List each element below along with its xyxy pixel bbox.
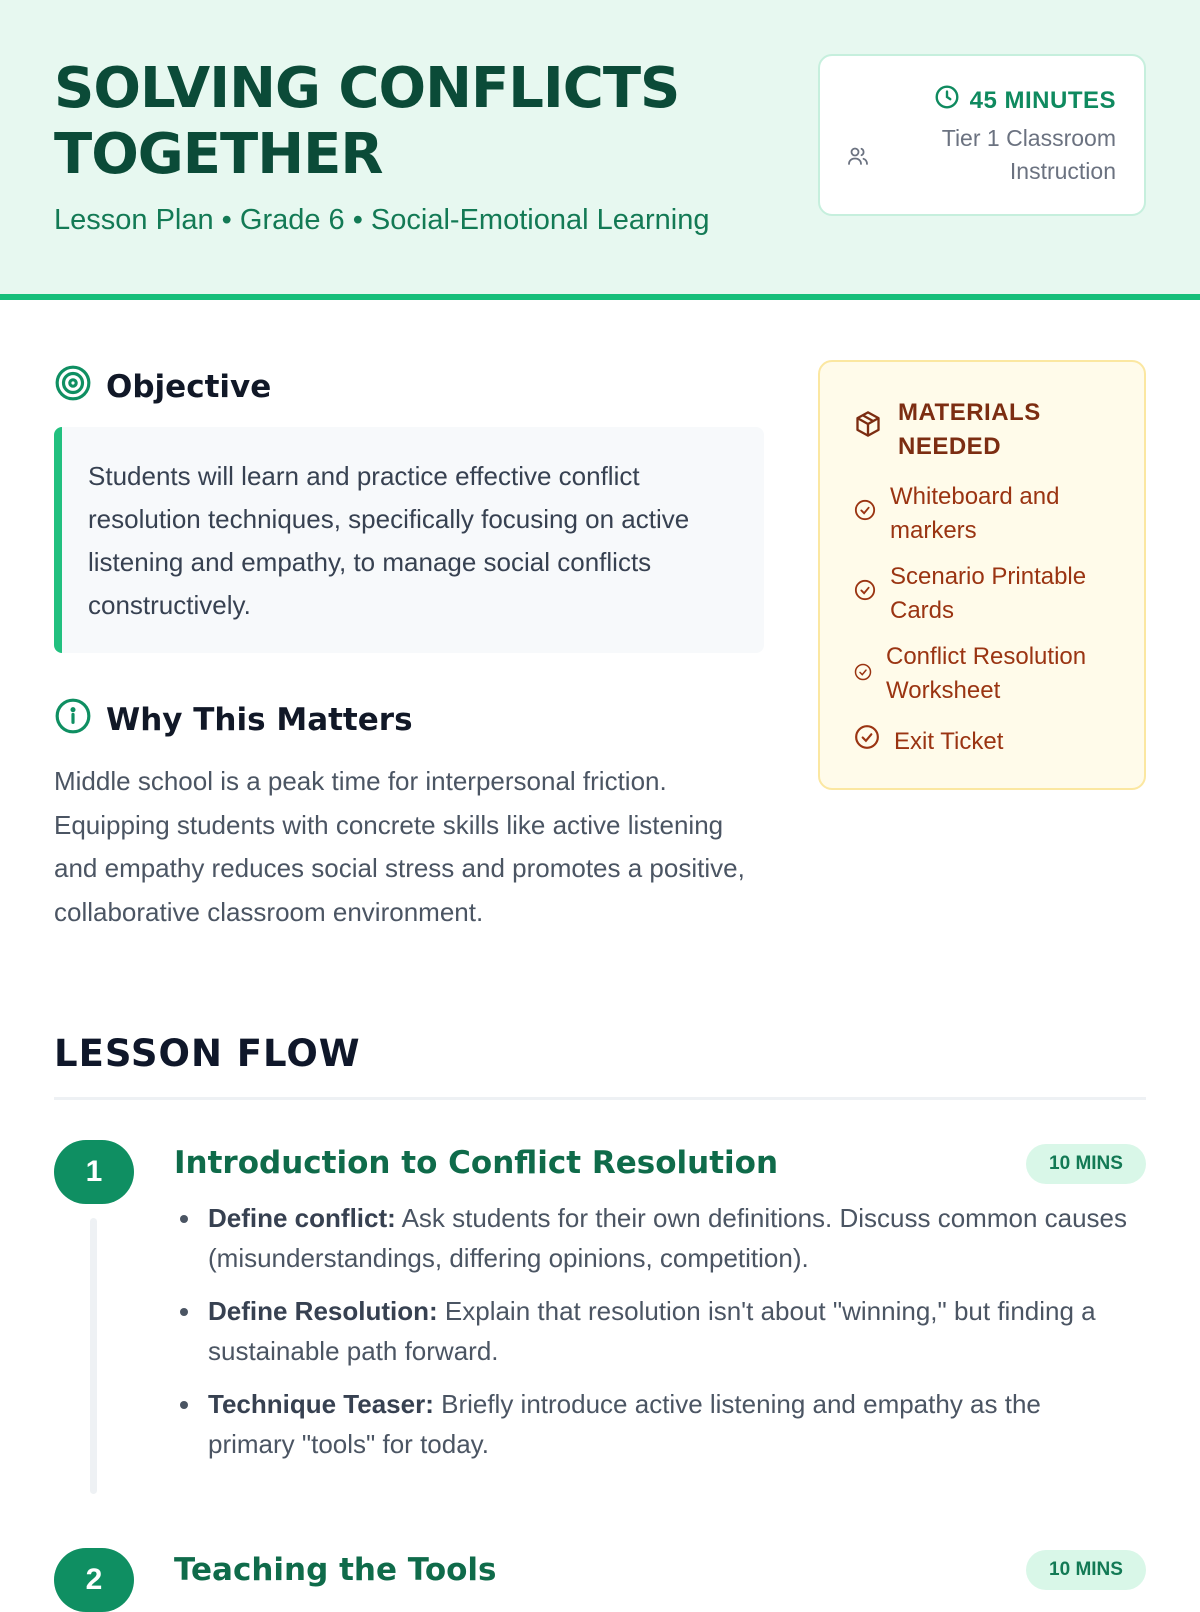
duration-label [934,84,1116,117]
page-title: SOLVING CONFLICTS TOGETHER [54,56,680,187]
lesson-header [0,0,1200,300]
bullet-text: Briefly introduce active listening and empathy as the primary "tools" for today. [208,1389,1041,1459]
materials-heading [854,396,1058,464]
step-bullet [174,1198,1134,1278]
step-title: Introduction to Conflict Resolution [174,1145,779,1181]
step-bullet [174,1384,1134,1464]
step-number: 2 [54,1548,134,1612]
check-circle-icon [854,577,876,611]
tier-label: Tier 1 Classroom Instruction [941,125,1116,184]
step-duration-badge: 10 MINS [1026,1144,1146,1184]
materials-item-label: Conflict Resolution Worksheet [886,643,1087,704]
check-circle-icon [854,724,880,760]
step-bullet-list [174,1198,1134,1477]
package-icon [854,410,882,448]
why-text: Middle school is a peak time for interpersonal friction. Equipping students with concrete skills like active listening and empathy reduces social stress and promotes a positive, collaborative classroom environment. [54,766,745,927]
step-timeline-line [90,1218,97,1494]
materials-item-label: Exit Ticket [894,728,1004,755]
info-icon [54,697,92,743]
materials-item [854,724,1124,760]
why-heading [54,697,413,743]
step-duration-badge: 10 MINS [1026,1550,1146,1590]
step-number: 1 [54,1140,134,1204]
lesson-flow-heading: LESSON FLOW [54,1032,361,1075]
bullet-label: Technique Teaser: [208,1389,434,1419]
materials-item [854,480,1124,548]
materials-item [854,640,1124,708]
objective-heading-text: Objective [106,369,272,405]
why-heading-text: Why This Matters [106,702,413,738]
target-icon [54,364,92,410]
materials-heading-text: MATERIALS NEEDED [898,399,1041,460]
bullet-text: Explain that resolution isn't about "winning," but finding a sustainable path forward. [208,1296,1096,1366]
materials-panel [818,360,1146,790]
lesson-subtitle: Lesson Plan • Grade 6 • Social-Emotional Learning [54,204,710,236]
objective-heading [54,364,271,410]
bullet-label: Define conflict: [208,1203,396,1233]
divider [54,1097,1146,1100]
materials-item-label: Whiteboard and markers [890,483,1060,544]
lesson-meta-card [818,54,1146,216]
materials-item-label: Scenario Printable Cards [890,563,1087,624]
step-bullet [174,1291,1134,1371]
users-icon [846,144,870,173]
objective-text: Students will learn and practice effective conflict resolution techniques, specifically focusing on active listening and empathy, to manage social conflicts constructively. [54,427,764,653]
clock-icon [934,84,960,117]
duration-text: 45 MINUTES [969,86,1116,114]
materials-item [854,560,1124,628]
check-circle-icon [854,657,872,691]
bullet-text: Ask students for their own definitions. Discuss common causes (misunderstandings, differing opinions, competition). [208,1203,1128,1273]
step-title: Teaching the Tools [174,1552,497,1588]
bullet-label: Define Resolution: [208,1296,438,1326]
check-circle-icon [854,497,876,531]
